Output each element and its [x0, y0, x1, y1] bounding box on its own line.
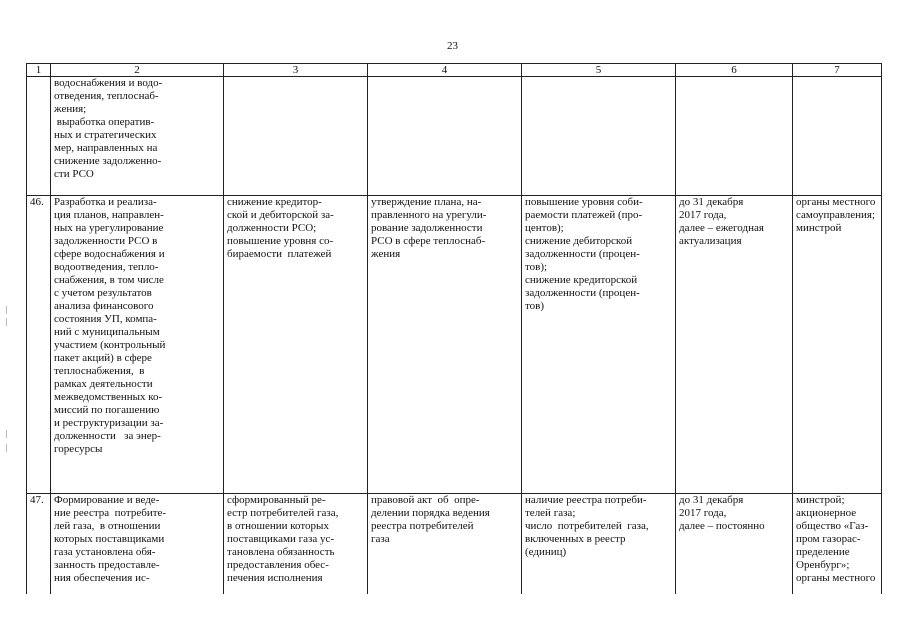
indicator-cell	[522, 196, 676, 494]
cell-text-line: газа установлена обя-	[54, 546, 156, 558]
cell-text-line: долженности за энер-	[54, 430, 161, 442]
cell-text-line: межведомственных ко-	[54, 391, 163, 403]
result-cell	[224, 494, 368, 595]
cell-text-line: лей газа, в отношении	[54, 520, 161, 532]
column-number-row	[27, 64, 882, 77]
cell-text-line: поставщиками газа ус-	[227, 533, 334, 545]
cell-text-line: сформированный ре-	[227, 494, 326, 506]
cell-text-line: Формирование и веде-	[54, 494, 160, 506]
column-header: 4	[368, 64, 522, 77]
cell-text-line: реестра потребителей	[371, 520, 474, 532]
cell-text-line: РСО в сфере теплоснаб-	[371, 235, 486, 247]
cell-text-line: телей газа;	[525, 507, 576, 519]
cell-text-line: правовой акт об опре-	[371, 494, 480, 506]
cell-text-line: общество «Газ-	[796, 520, 869, 532]
row-number-cell	[27, 77, 51, 196]
cell-text-line: ция планов, направлен-	[54, 209, 164, 221]
cell-text-line: рамках деятельности	[54, 378, 153, 390]
cell-text-line: долженности РСО;	[227, 222, 317, 234]
deadline-cell	[676, 494, 793, 595]
cell-text-line: ние реестра потребите-	[54, 507, 167, 519]
cell-text-line: минстрой	[796, 222, 842, 234]
cell-text-line: сфере водоснабжения и	[54, 248, 165, 260]
cell-text-line: ний с муниципальным	[54, 326, 160, 338]
cell-text-line: снижение кредиторской	[525, 274, 638, 286]
cell-text-line: до 31 декабря	[679, 196, 744, 208]
cell-text-line: естр потребителей газа,	[227, 507, 339, 519]
cell-text-line: правленного на урегули-	[371, 209, 487, 221]
cell-text-line: до 31 декабря	[679, 494, 744, 506]
responsible-cell	[793, 196, 882, 494]
row-number-cell: 46.	[27, 196, 51, 494]
cell-text-line: ных и стратегических	[54, 129, 157, 141]
cell-text-line: снижение дебиторской	[525, 235, 633, 247]
column-header: 5	[522, 64, 676, 77]
cell-text-line: далее – постоянно	[679, 520, 765, 532]
cell-text-line: акционерное	[796, 507, 857, 519]
cell-text-line: повышение уровня соби-	[525, 196, 643, 208]
cell-text-line: в отношении которых	[227, 520, 329, 532]
result-cell	[224, 77, 368, 196]
cell-text-line: органы местного	[796, 572, 876, 584]
cell-text-line: пределение	[796, 546, 850, 558]
cell-text-line: 2017 года,	[679, 507, 727, 519]
cell-text-line: предоставления обес-	[227, 559, 329, 571]
cell-text-line: ской и дебиторской за-	[227, 209, 334, 221]
measure-cell	[51, 494, 224, 595]
cell-text-line: снижение кредитор-	[227, 196, 322, 208]
measures-table	[26, 63, 882, 594]
cell-text-line: самоуправления;	[796, 209, 876, 221]
cell-text-line: (единиц)	[525, 546, 567, 558]
responsible-cell	[793, 77, 882, 196]
cell-text-line: Оренбург»;	[796, 559, 850, 571]
cell-text-line: наличие реестра потреби-	[525, 494, 647, 506]
cell-text-line: анализа финансового	[54, 300, 154, 312]
cell-text-line: снабжения, в том числе	[54, 274, 164, 286]
cell-text-line: с учетом результатов	[54, 287, 152, 299]
cell-text-line: органы местного	[796, 196, 876, 208]
cell-text-line: бираемости платежей	[227, 248, 332, 260]
page-number: 23	[447, 40, 458, 52]
cell-text-line: раемости платежей (про-	[525, 209, 643, 221]
cell-text-line: отведения, теплоснаб-	[54, 90, 159, 102]
measure-cell	[51, 196, 224, 494]
document-cell	[368, 196, 522, 494]
cell-text-line: пакет акций) в сфере	[54, 352, 152, 364]
column-header: 1	[27, 64, 51, 77]
cell-text-line: которых поставщиками	[54, 533, 165, 545]
cell-text-line: выработка оператив-	[54, 116, 155, 128]
cell-text-line: водоснабжения и водо-	[54, 77, 163, 89]
cell-text-line: печения исполнения	[227, 572, 323, 584]
indicator-cell	[522, 494, 676, 595]
table-row-continuation	[27, 77, 882, 196]
cell-text-line: тановлена обязанность	[227, 546, 335, 558]
column-header: 7	[793, 64, 882, 77]
cell-text-line: делении порядка ведения	[371, 507, 490, 519]
cell-text-line: повышение уровня со-	[227, 235, 334, 247]
column-header: 2	[51, 64, 224, 77]
cell-text-line: 2017 года,	[679, 209, 727, 221]
cell-text-line: горесурсы	[54, 443, 103, 455]
cell-text-line: жения	[371, 248, 401, 260]
cell-text-line: водоотведения, тепло-	[54, 261, 159, 273]
cell-text-line: включенных в реестр	[525, 533, 626, 545]
cell-text-line: пром газорас-	[796, 533, 861, 545]
cell-text-line: и реструктуризации за-	[54, 417, 164, 429]
cell-text-line: сти РСО	[54, 168, 94, 180]
indicator-cell	[522, 77, 676, 196]
column-header: 6	[676, 64, 793, 77]
table-row	[27, 494, 882, 595]
cell-text-line: ных на урегулирование	[54, 222, 164, 234]
table-row	[27, 196, 882, 494]
cell-text-line: участием (контрольный	[54, 339, 166, 351]
cell-text-line: Разработка и реализа-	[54, 196, 157, 208]
cell-text-line: мер, направленных на	[54, 142, 158, 154]
cell-text-line: газа	[371, 533, 390, 545]
cell-text-line: задолженности РСО в	[54, 235, 158, 247]
cell-text-line: далее – ежегодная	[679, 222, 764, 234]
document-cell	[368, 494, 522, 595]
cell-text-line: ния обеспечения ис-	[54, 572, 150, 584]
cell-text-line: жения;	[54, 103, 87, 115]
cell-text-line: центов);	[525, 222, 564, 234]
deadline-cell	[676, 77, 793, 196]
cell-text-line: утверждение плана, на-	[371, 196, 482, 208]
cell-text-line: занность предоставле-	[54, 559, 160, 571]
cell-text-line: снижение задолженно-	[54, 155, 162, 167]
document-cell	[368, 77, 522, 196]
cell-text-line: тов)	[525, 300, 545, 312]
column-header: 3	[224, 64, 368, 77]
cell-text-line: число потребителей газа,	[525, 520, 649, 532]
result-cell	[224, 196, 368, 494]
responsible-cell	[793, 494, 882, 595]
cell-text-line: актуализация	[679, 235, 742, 247]
cell-text-line: теплоснабжения, в	[54, 365, 145, 377]
row-number-cell: 47.	[27, 494, 51, 595]
deadline-cell	[676, 196, 793, 494]
cell-text-line: миссий по погашению	[54, 404, 160, 416]
cell-text-line: тов);	[525, 261, 548, 273]
measure-cell	[51, 77, 224, 196]
cell-text-line: задолженности (процен-	[525, 287, 640, 299]
cell-text-line: задолженности (процен-	[525, 248, 640, 260]
cell-text-line: минстрой;	[796, 494, 845, 506]
cell-text-line: рование задолженности	[371, 222, 483, 234]
cell-text-line: состояния УП, компа-	[54, 313, 157, 325]
